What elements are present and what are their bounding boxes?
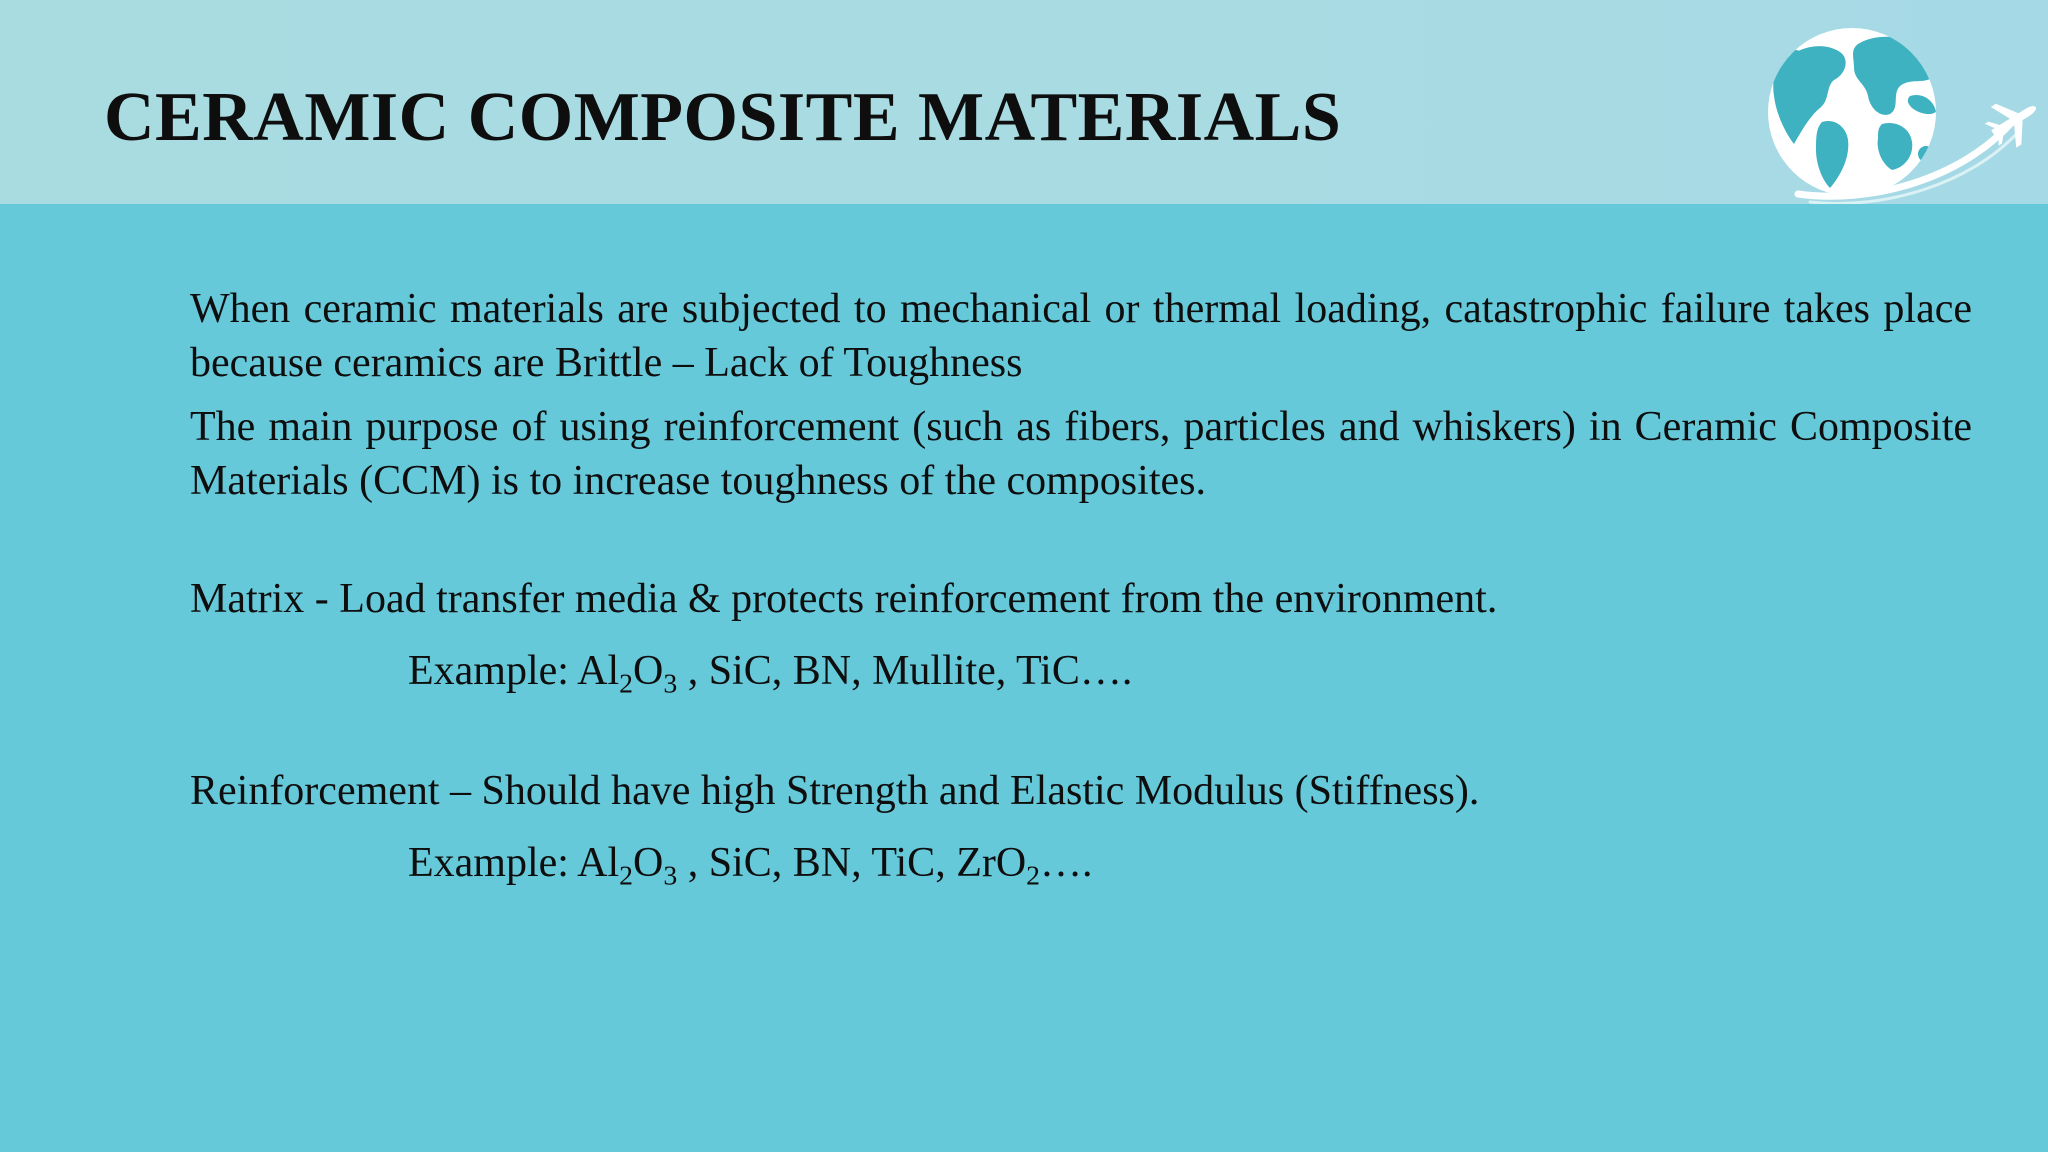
header-band bbox=[0, 0, 2048, 204]
matrix-definition: Matrix - Load transfer media & protects reinforcement from the environment. bbox=[190, 576, 1498, 622]
globe-with-airplane-icon bbox=[1750, 4, 2040, 204]
reinforcement-example: Example: $Al_2O_3$ , SiC, BN, TiC, ZrO$_2$…. bbox=[408, 840, 1093, 891]
reinforcement-definition: Reinforcement – Should have high Strength and Elastic Modulus (Stiffness). bbox=[190, 768, 1480, 814]
paragraph-purpose: The main purpose of using reinforcement (such as fibers, particles and whiskers) in Ceramic Composite Materials (CCM) is to increase toughness of the composites. bbox=[190, 404, 1972, 504]
paragraph-brittleness: When ceramic materials are subjected to mechanical or thermal loading, catastrophic failure takes place because ceramics are Brittle – Lack of Toughness bbox=[190, 286, 1972, 386]
matrix-example: Example: $Al_2O_3$ , SiC, BN, Mullite, TiC…. bbox=[408, 648, 1133, 699]
slide-title: CERAMIC COMPOSITE MATERIALS bbox=[104, 79, 1342, 156]
slide-body bbox=[190, 282, 1972, 890]
